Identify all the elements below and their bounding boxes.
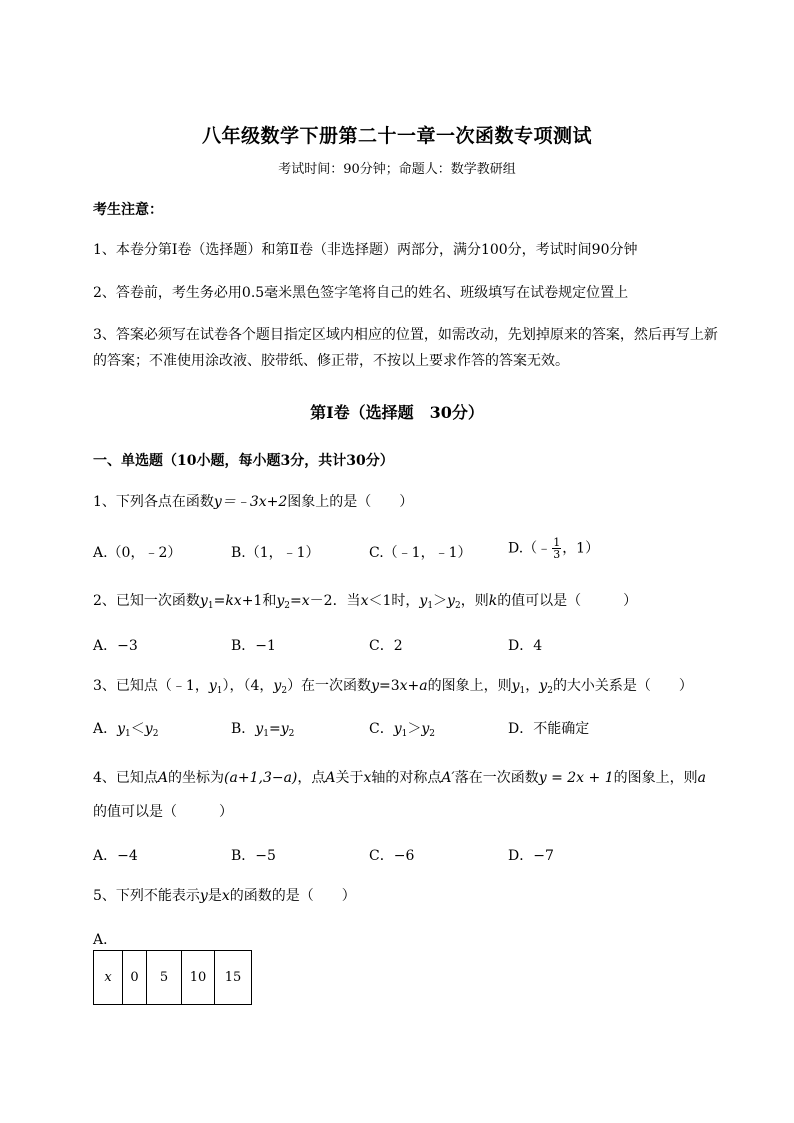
notice-item-3-cont: 的答案；不准使用涂改液、胶带纸、修正带，不按以上要求作答的答案无效。 bbox=[93, 353, 569, 369]
exam-info: 考试时间：90分钟；命题人：数学教研组 bbox=[278, 162, 516, 177]
q2-option-a: A．−3 bbox=[93, 638, 138, 654]
q5-option-a: A． bbox=[93, 932, 118, 948]
question-4-cont: 的值可以是（ ） bbox=[93, 804, 233, 820]
q1-option-c: C.（﹣1，﹣1） bbox=[369, 545, 472, 561]
q1-option-b: B.（1，﹣1） bbox=[231, 545, 320, 561]
q2-option-b: B．−1 bbox=[231, 638, 276, 654]
q2-option-c: C．2 bbox=[369, 638, 403, 654]
notice-item-3: 3、答案必须写在试卷各个题目指定区域内相应的位置，如需改动，先划掉原来的答案，然后再写上新 bbox=[93, 327, 718, 343]
q3-option-d: D．不能确定 bbox=[508, 721, 590, 737]
q4-option-d: D．−7 bbox=[508, 848, 554, 864]
question-1: 1、下列各点在函数y＝﹣3x+2图象上的是（ ） bbox=[93, 494, 414, 510]
q3-option-a: A．$y_1<y_2$ bbox=[93, 721, 159, 739]
q3-option-c: C．$y_1>y_2$ bbox=[369, 721, 436, 739]
q1-option-a: A.（0，﹣2） bbox=[93, 545, 182, 561]
section-title: 第I卷（选择题 30分） bbox=[310, 403, 484, 422]
notice-item-1: 1、本卷分第I卷（选择题）和第Ⅱ卷（非选择题）两部分，满分100分，考试时间90分钟 bbox=[93, 242, 638, 258]
q4-option-b: B．−5 bbox=[231, 848, 276, 864]
q2-option-d: D．4 bbox=[508, 638, 543, 654]
notice-heading: 考生注意： bbox=[93, 202, 163, 218]
q5-value-table bbox=[93, 950, 252, 1005]
q1-option-d: D.（﹣ $\frac{1}{3}$ ，1） bbox=[508, 536, 600, 561]
table-cell: 5 bbox=[147, 951, 182, 1005]
table-cell: 15 bbox=[215, 951, 252, 1005]
part-heading: 一、单选题（10小题，每小题3分，共计30分） bbox=[93, 453, 394, 469]
table-cell: 10 bbox=[182, 951, 215, 1005]
question-2: 2、已知一次函数$y_1=kx+1$和$y_2=x-2$．当x＜1时，$y_1>y_2$，则k的值可以是（ ） bbox=[93, 593, 638, 611]
q4-option-c: C．−6 bbox=[369, 848, 415, 864]
question-4: 4、已知点A的坐标为(a+1,3−a)，点A关于x轴的对称点A′落在一次函数y = 2x + 1的图象上，则a bbox=[93, 770, 706, 786]
question-5: 5、下列不能表示y是x的函数的是（ ） bbox=[93, 888, 356, 904]
page-title: 八年级数学下册第二十一章一次函数专项测试 bbox=[201, 125, 592, 147]
table-cell: 0 bbox=[123, 951, 147, 1005]
q3-option-b: B．$y_1=y_2$ bbox=[231, 721, 295, 739]
q4-option-a: A．−4 bbox=[93, 848, 138, 864]
table-cell: x bbox=[94, 951, 123, 1005]
question-3: 3、已知点（﹣1，$y_1$），（4，$y_2$）在一次函数y=3x+a的图象上，则$y_1$，$y_2$的大小关系是（ ） bbox=[93, 678, 693, 696]
notice-item-2: 2、答卷前，考生务必用0.5毫米黑色签字笔将自己的姓名、班级填写在试卷规定位置上 bbox=[93, 285, 629, 301]
